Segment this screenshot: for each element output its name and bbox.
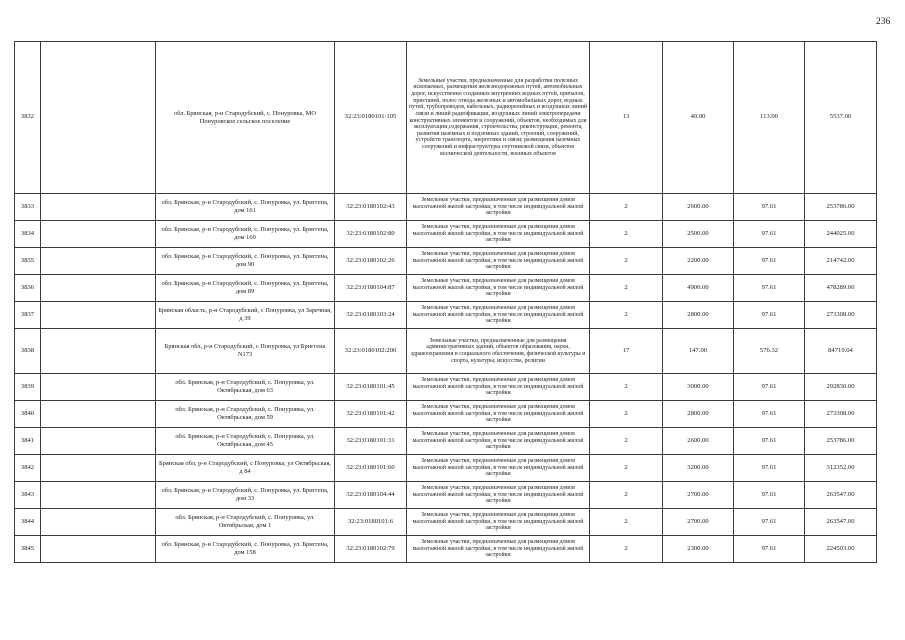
row-number-cell: 3843 <box>15 482 41 509</box>
empty-cell <box>41 374 156 401</box>
land-purpose-cell: Земельные участки, предназначенные для размещения домов малоэтажной жилой застройки, в том числе индивидуальной жилой застройки <box>407 536 590 563</box>
area-cell: 3200.00 <box>663 455 734 482</box>
row-number-cell: 3844 <box>15 509 41 536</box>
cadastral-number-cell: 32:23:0180103:24 <box>335 302 407 329</box>
area-cell: 2300.00 <box>663 536 734 563</box>
rate-cell: 97.61 <box>734 401 805 428</box>
group-cell: 2 <box>590 509 663 536</box>
cadastral-number-cell: 32:23:0180102:26 <box>335 248 407 275</box>
cadastral-number-cell: 32:23:0180101:42 <box>335 401 407 428</box>
cadastral-value-cell: 273308.00 <box>805 302 877 329</box>
cadastral-value-cell: 312352.00 <box>805 455 877 482</box>
row-number-cell: 3832 <box>15 42 41 194</box>
empty-cell <box>41 428 156 455</box>
rate-cell: 97.61 <box>734 482 805 509</box>
row-number-cell: 3834 <box>15 221 41 248</box>
area-cell: 2800.00 <box>663 401 734 428</box>
group-cell: 2 <box>590 455 663 482</box>
empty-cell <box>41 275 156 302</box>
cadastral-number-cell: 32:23:0180102:200 <box>335 329 407 374</box>
row-number-cell: 3841 <box>15 428 41 455</box>
address-cell: Брянская обл, р-н Стародубский, с Понуровка, ул Октябрьская, д 84 <box>156 455 335 482</box>
cadastral-value-cell: 5537.00 <box>805 42 877 194</box>
group-cell: 2 <box>590 374 663 401</box>
row-number-cell: 3835 <box>15 248 41 275</box>
group-cell: 2 <box>590 275 663 302</box>
row-number-cell: 3833 <box>15 194 41 221</box>
empty-cell <box>41 401 156 428</box>
cadastral-value-cell: 253786.00 <box>805 194 877 221</box>
area-cell: 4900.00 <box>663 275 734 302</box>
cadastral-number-cell: 32:23:0180102:80 <box>335 221 407 248</box>
cadastral-number-cell: 32:23:0180104:44 <box>335 482 407 509</box>
table-row <box>15 329 877 374</box>
empty-cell <box>41 329 156 374</box>
address-cell: обл. Брянская, р-н Стародубский, с. Понуровка, ул. Октябрьская, дом 45 <box>156 428 335 455</box>
land-purpose-cell: Земельные участки, предназначенные для размещения домов малоэтажной жилой застройки, в том числе индивидуальной жилой застройки <box>407 194 590 221</box>
address-cell: обл. Брянская, р-н Стародубский, с. Понуровка, ул. Бриггена, дом 33 <box>156 482 335 509</box>
area-cell: 2700.00 <box>663 482 734 509</box>
area-cell: 2600.00 <box>663 194 734 221</box>
area-cell: 147.00 <box>663 329 734 374</box>
cadastral-number-cell: 32:23:0180101:6 <box>335 509 407 536</box>
land-purpose-cell: Земельные участки, предназначенные для размещения домов малоэтажной жилой застройки, в том числе индивидуальной жилой застройки <box>407 275 590 302</box>
land-purpose-cell: Земельные участки, предназначенные для размещения домов малоэтажной жилой застройки, в том числе индивидуальной жилой застройки <box>407 428 590 455</box>
cadastral-number-cell: 32:23:0180101:60 <box>335 455 407 482</box>
area-cell: 3000.00 <box>663 374 734 401</box>
cadastral-number-cell: 32:23:0180104:87 <box>335 275 407 302</box>
rate-cell: 97.61 <box>734 455 805 482</box>
group-cell: 2 <box>590 428 663 455</box>
empty-cell <box>41 248 156 275</box>
address-cell: обл. Брянская, р-н Стародубский, с. Понуровка, ул. Бриггена, дом 161 <box>156 194 335 221</box>
row-number-cell: 3840 <box>15 401 41 428</box>
rate-cell: 97.61 <box>734 428 805 455</box>
row-number-cell: 3837 <box>15 302 41 329</box>
row-number-cell: 3838 <box>15 329 41 374</box>
group-cell: 2 <box>590 194 663 221</box>
area-cell: 2700.00 <box>663 509 734 536</box>
cadastral-value-cell: 244025.00 <box>805 221 877 248</box>
land-purpose-cell: Земельные участки, предназначенные для размещения домов малоэтажной жилой застройки, в том числе индивидуальной жилой застройки <box>407 302 590 329</box>
empty-cell <box>41 42 156 194</box>
cadastral-value-cell: 478289.00 <box>805 275 877 302</box>
cadastral-number-cell: 32:23:0180102:79 <box>335 536 407 563</box>
land-registry-table <box>14 41 877 563</box>
rate-cell: 97.61 <box>734 302 805 329</box>
table-row <box>15 482 877 509</box>
land-purpose-cell: Земельные участки, предназначенные для размещения домов малоэтажной жилой застройки, в том числе индивидуальной жилой застройки <box>407 221 590 248</box>
cadastral-value-cell: 84719.04 <box>805 329 877 374</box>
table-row <box>15 401 877 428</box>
table-row <box>15 221 877 248</box>
area-cell: 2500.00 <box>663 221 734 248</box>
address-cell: обл. Брянская, р-н Стародубский, с. Понуровка, ул. Октябрьская, дом 63 <box>156 374 335 401</box>
land-purpose-cell: Земельные участки, предназначенные для размещения домов малоэтажной жилой застройки, в том числе индивидуальной жилой застройки <box>407 374 590 401</box>
rate-cell: 97.61 <box>734 374 805 401</box>
group-cell: 2 <box>590 221 663 248</box>
table-row <box>15 275 877 302</box>
empty-cell <box>41 455 156 482</box>
address-cell: Брянская область, р-н Стародубский, с Понуровка, ул Заречная, д 39 <box>156 302 335 329</box>
rate-cell: 97.61 <box>734 509 805 536</box>
address-cell: обл. Брянская, р-н Стародубский, с. Понуровка, ул. Октябрьская, дом 1 <box>156 509 335 536</box>
cadastral-value-cell: 263547.00 <box>805 509 877 536</box>
table-row <box>15 509 877 536</box>
land-purpose-cell: Земельные участки, предназначенные для размещения административных зданий, объектов образования, науки, здравоохранения и социального обеспечения, физической культуры и спорта, культуры, искусства, религии <box>407 329 590 374</box>
empty-cell <box>41 509 156 536</box>
area-cell: 2800.00 <box>663 302 734 329</box>
cadastral-number-cell: 32:23:0180101:31 <box>335 428 407 455</box>
address-cell: обл. Брянская, р-н Стародубский, с. Понуровка, МО Понуровское сельское поселение <box>156 42 335 194</box>
land-purpose-cell: Земельные участки, предназначенные для разработки полезных ископаемых, размещения железнодорожных путей, автомобильных дорог, искусственно созданных внутренних водных путей, причалов, пристаней, полос отвода железных и автомобильных дорог, водных путей, трубопроводов, кабельных, радиорелейных и воздушных линий связи и линий радиофикации, воздушных линий электропередачи конструктивных элементов и сооружений, объектов, необходимых для эксплуатации,содержания, строительства, реконструкции, ремонта, развития наземных и подземных зданий, строений, сооружений, устройств транспорта, энергетики и связи; размещения наземных сооружений и инфраструктуры спутниковой связи, объектов космической деятельности, военных объектов <box>407 42 590 194</box>
table-row <box>15 194 877 221</box>
table-row <box>15 455 877 482</box>
row-number-cell: 3839 <box>15 374 41 401</box>
address-cell: Брянская обл, р-н Стародубский, с Понуровка, ул Бриггена N173 <box>156 329 335 374</box>
page-number: 236 <box>876 17 891 27</box>
cadastral-number-cell: 32:23:0180101:45 <box>335 374 407 401</box>
rate-cell: 97.61 <box>734 194 805 221</box>
table-row <box>15 536 877 563</box>
land-purpose-cell: Земельные участки, предназначенные для размещения домов малоэтажной жилой застройки, в том числе индивидуальной жилой застройки <box>407 401 590 428</box>
group-cell: 2 <box>590 482 663 509</box>
row-number-cell: 3845 <box>15 536 41 563</box>
row-number-cell: 3836 <box>15 275 41 302</box>
group-cell: 2 <box>590 248 663 275</box>
rate-cell: 97.61 <box>734 248 805 275</box>
row-number-cell: 3842 <box>15 455 41 482</box>
group-cell: 17 <box>590 329 663 374</box>
address-cell: обл. Брянская, р-н Стародубский, с. Понуровка, ул. Октябрьская, дом 59 <box>156 401 335 428</box>
rate-cell: 113.00 <box>734 42 805 194</box>
table-row <box>15 374 877 401</box>
cadastral-number-cell: 32:23:0180102:43 <box>335 194 407 221</box>
address-cell: обл. Брянская, р-н Стародубский, с. Понуровка, ул. Бриггена, дом 158 <box>156 536 335 563</box>
cadastral-value-cell: 224503.00 <box>805 536 877 563</box>
table-row <box>15 428 877 455</box>
cadastral-value-cell: 292830.00 <box>805 374 877 401</box>
land-purpose-cell: Земельные участки, предназначенные для размещения домов малоэтажной жилой застройки, в том числе индивидуальной жилой застройки <box>407 509 590 536</box>
group-cell: 2 <box>590 302 663 329</box>
rate-cell: 97.61 <box>734 536 805 563</box>
empty-cell <box>41 194 156 221</box>
cadastral-value-cell: 253786.00 <box>805 428 877 455</box>
registry-body <box>15 42 877 563</box>
area-cell: 2200.00 <box>663 248 734 275</box>
empty-cell <box>41 302 156 329</box>
land-purpose-cell: Земельные участки, предназначенные для размещения домов малоэтажной жилой застройки, в том числе индивидуальной жилой застройки <box>407 248 590 275</box>
rate-cell: 97.61 <box>734 221 805 248</box>
group-cell: 2 <box>590 401 663 428</box>
empty-cell <box>41 482 156 509</box>
rate-cell: 97.61 <box>734 275 805 302</box>
cadastral-value-cell: 273308.00 <box>805 401 877 428</box>
table-row <box>15 248 877 275</box>
empty-cell <box>41 221 156 248</box>
address-cell: обл. Брянская, р-н Стародубский, с. Понуровка, ул. Бриггена, дом 160 <box>156 221 335 248</box>
table-row <box>15 302 877 329</box>
land-purpose-cell: Земельные участки, предназначенные для размещения домов малоэтажной жилой застройки, в том числе индивидуальной жилой застройки <box>407 482 590 509</box>
address-cell: обл. Брянская, р-н Стародубский, с. Понуровка, ул. Бриггена, дом 89 <box>156 275 335 302</box>
land-purpose-cell: Земельные участки, предназначенные для размещения домов малоэтажной жилой застройки, в том числе индивидуальной жилой застройки <box>407 455 590 482</box>
group-cell: 13 <box>590 42 663 194</box>
area-cell: 2600.00 <box>663 428 734 455</box>
address-cell: обл. Брянская, р-н Стародубский, с. Понуровка, ул. Бриггена, дом 90 <box>156 248 335 275</box>
rate-cell: 576.32 <box>734 329 805 374</box>
area-cell: 49.00 <box>663 42 734 194</box>
group-cell: 2 <box>590 536 663 563</box>
cadastral-value-cell: 214742.00 <box>805 248 877 275</box>
table-row <box>15 42 877 194</box>
cadastral-value-cell: 263547.00 <box>805 482 877 509</box>
cadastral-number-cell: 32:23:0180101:105 <box>335 42 407 194</box>
empty-cell <box>41 536 156 563</box>
